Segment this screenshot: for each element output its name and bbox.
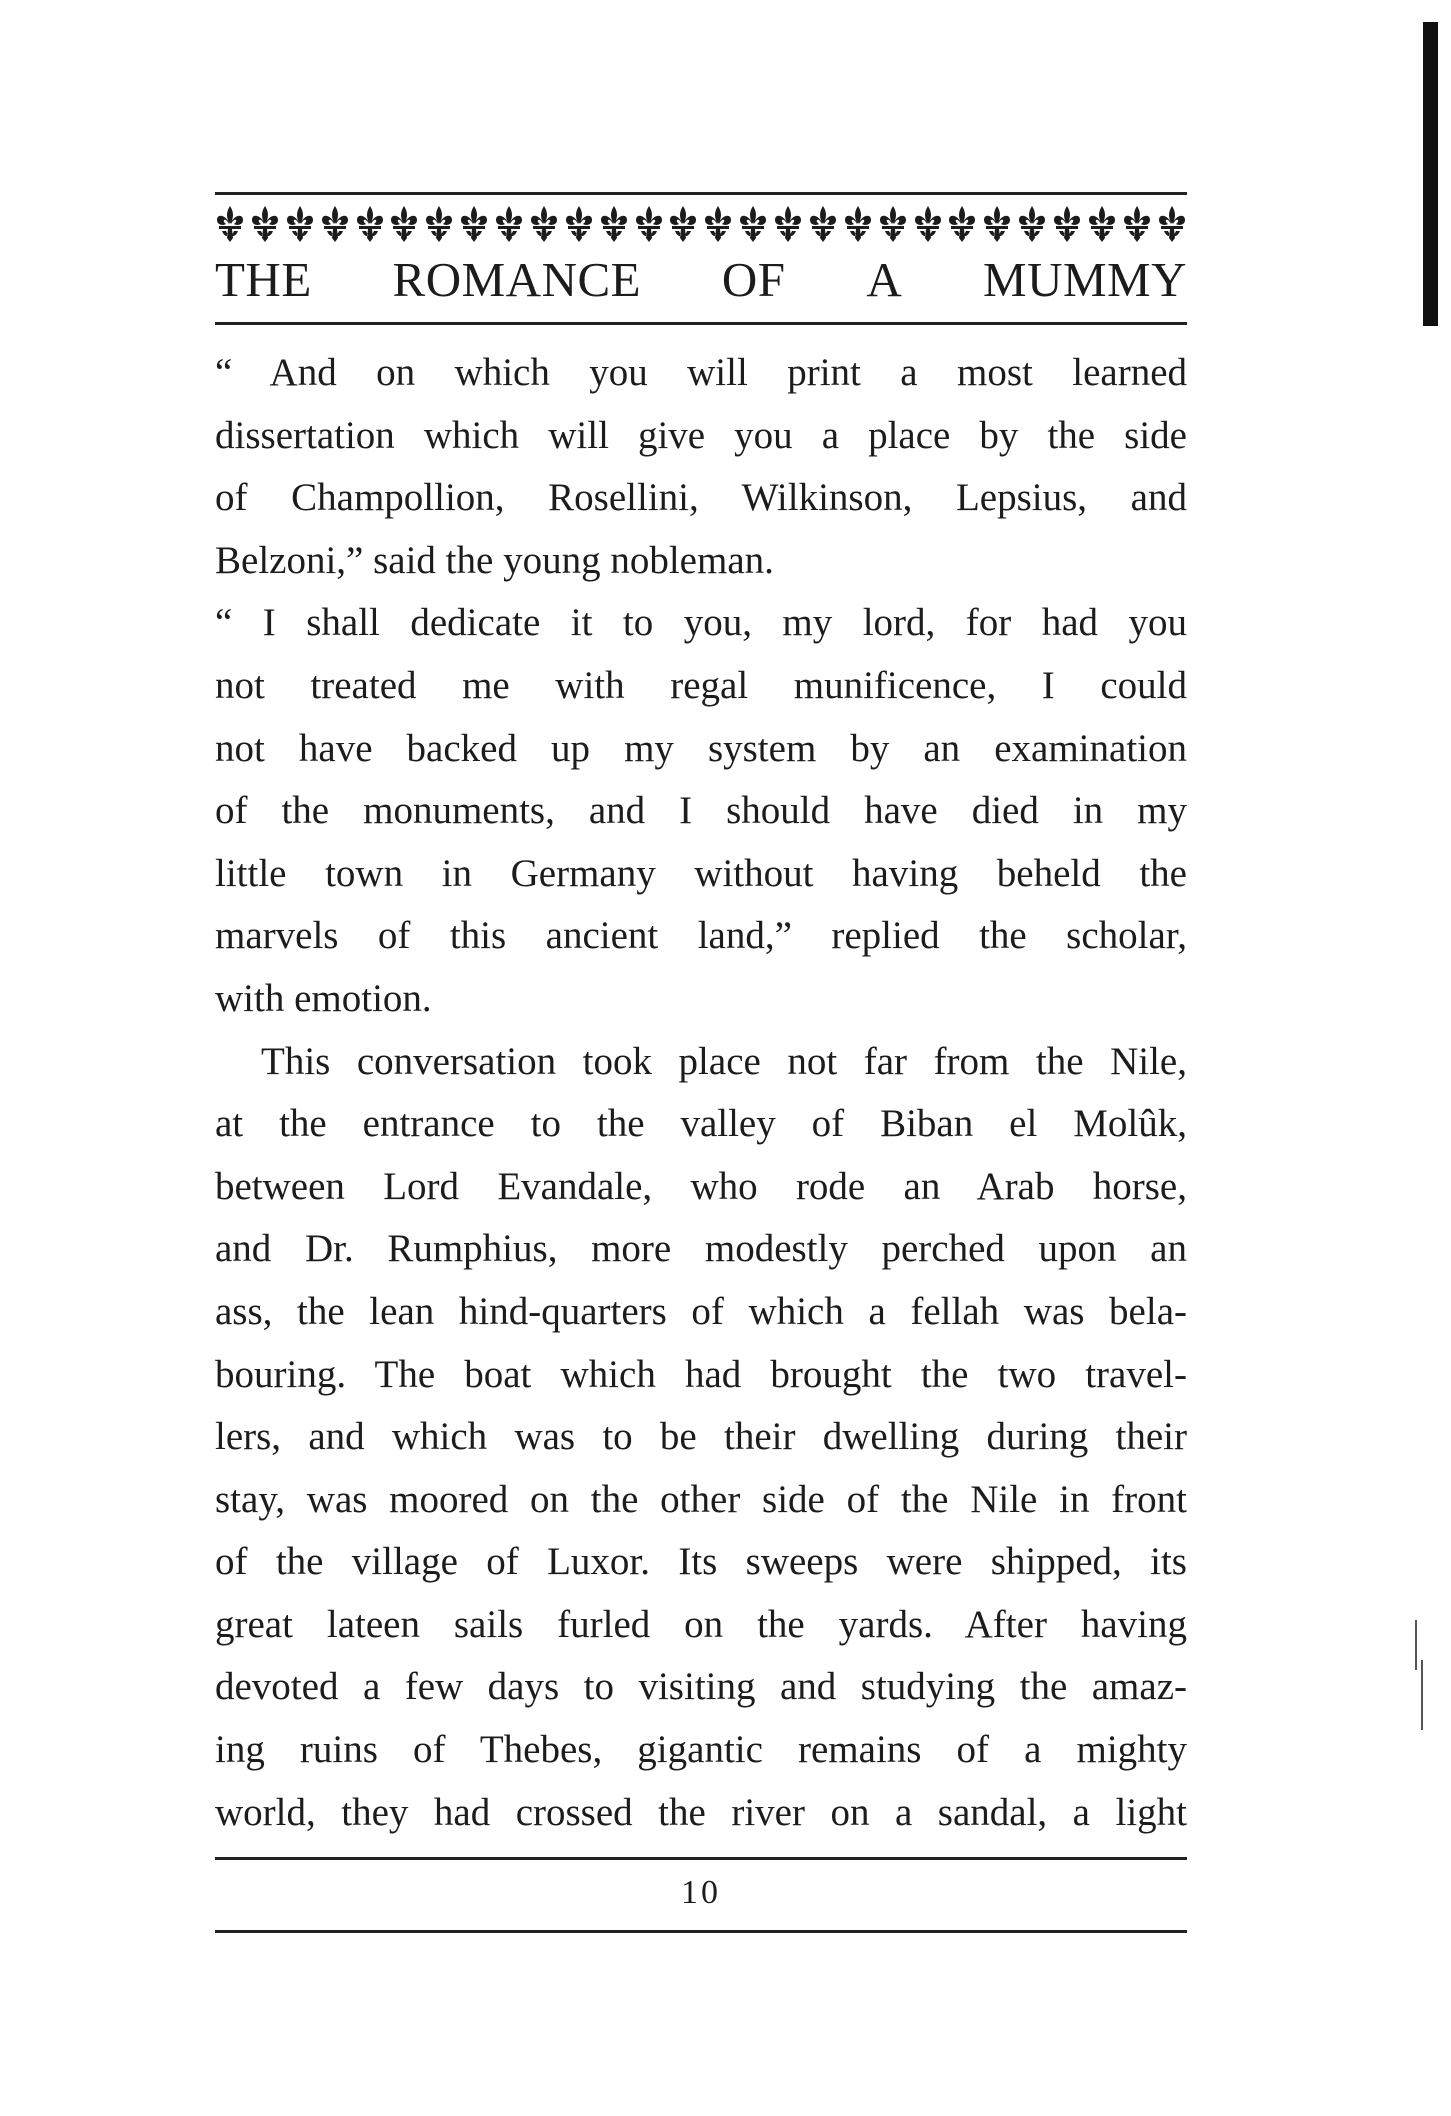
- running-head-word: A: [866, 252, 903, 307]
- fleur-de-lis-icon: [773, 205, 803, 243]
- text-line: little town in Germany without having beheld the: [215, 851, 1187, 895]
- fleur-de-lis-icon: [1052, 205, 1082, 243]
- page-edge-mark: [1421, 1660, 1423, 1730]
- text-line: and Dr. Rumphius, more modestly perched upon an: [215, 1227, 1187, 1271]
- fleur-de-lis-icon: [355, 205, 385, 243]
- text-line: devoted a few days to visiting and studying the amaz-: [215, 1665, 1187, 1709]
- running-head-word: ROMANCE: [392, 252, 642, 307]
- text-line: of the monuments, and I should have died in my: [215, 789, 1187, 833]
- fleur-de-lis-icon: [947, 205, 977, 243]
- fleur-de-lis-icon: [1017, 205, 1047, 243]
- text-line: “ And on which you will print a most learned: [215, 351, 1187, 394]
- fleur-de-lis-icon: [843, 205, 873, 243]
- text-line: great lateen sails furled on the yards. After having: [215, 1602, 1187, 1646]
- paragraph: [215, 342, 1187, 592]
- ornament-band: [215, 202, 1187, 246]
- fleur-de-lis-icon: [1157, 205, 1187, 243]
- fleur-de-lis-icon: [320, 205, 350, 243]
- page-edge-mark: [1415, 1620, 1417, 1670]
- fleur-de-lis-icon: [982, 205, 1012, 243]
- paragraph: [215, 592, 1187, 1030]
- text-line: Belzoni,” said the young nobleman.: [215, 538, 774, 582]
- bottom-rule: [215, 1930, 1187, 1933]
- fleur-de-lis-icon: [564, 205, 594, 243]
- text-line: ing ruins of Thebes, gigantic remains of a mighty: [215, 1728, 1187, 1772]
- text-line: with emotion.: [215, 976, 432, 1020]
- running-head-word: MUMMY: [983, 252, 1187, 307]
- fleur-de-lis-icon: [250, 205, 280, 243]
- fleur-de-lis-icon: [878, 205, 908, 243]
- fleur-de-lis-icon: [494, 205, 524, 243]
- text-line: dissertation which will give you a place by the side: [215, 413, 1187, 457]
- top-rule: [215, 192, 1187, 195]
- page-edge-bar: [1423, 22, 1438, 326]
- fleur-de-lis-icon: [703, 205, 733, 243]
- text-line: of Champollion, Rosellini, Wilkinson, Lepsius, and: [215, 476, 1187, 520]
- fleur-de-lis-icon: [913, 205, 943, 243]
- fleur-de-lis-icon: [459, 205, 489, 243]
- fleur-de-lis-icon: [738, 205, 768, 243]
- text-line: not have backed up my system by an examination: [215, 726, 1187, 770]
- fleur-de-lis-icon: [285, 205, 315, 243]
- running-head: [215, 250, 1187, 310]
- fleur-de-lis-icon: [599, 205, 629, 243]
- fleur-de-lis-icon: [529, 205, 559, 243]
- paragraph: [215, 1031, 1187, 1845]
- running-head-word: THE: [215, 252, 312, 307]
- fleur-de-lis-icon: [808, 205, 838, 243]
- foot-rule: [215, 1857, 1187, 1860]
- text-line: between Lord Evandale, who rode an Arab horse,: [215, 1164, 1187, 1208]
- text-line: world, they had crossed the river on a sandal, a light: [215, 1790, 1187, 1834]
- body-text: [215, 342, 1187, 1844]
- fleur-de-lis-icon: [668, 205, 698, 243]
- text-line: ass, the lean hind-quarters of which a fellah was bela-: [215, 1289, 1187, 1333]
- text-line: at the entrance to the valley of Biban el Molûk,: [215, 1102, 1187, 1146]
- page-number: 10: [681, 1874, 721, 1911]
- head-rule: [215, 322, 1187, 325]
- text-line: lers, and which was to be their dwelling during their: [215, 1415, 1187, 1459]
- text-line: stay, was moored on the other side of the Nile in front: [215, 1477, 1187, 1521]
- fleur-de-lis-icon: [215, 205, 245, 243]
- fleur-de-lis-icon: [389, 205, 419, 243]
- text-line: This conversation took place not far from the Nile,: [261, 1039, 1187, 1083]
- text-line: not treated me with regal munificence, I could: [215, 663, 1187, 707]
- fleur-de-lis-icon: [634, 205, 664, 243]
- fleur-de-lis-icon: [1122, 205, 1152, 243]
- text-line: marvels of this ancient land,” replied the scholar,: [215, 914, 1187, 958]
- running-head-word: OF: [721, 252, 786, 307]
- fleur-de-lis-icon: [1087, 205, 1117, 243]
- text-line: bouring. The boat which had brought the two travel-: [215, 1352, 1187, 1396]
- text-line: “ I shall dedicate it to you, my lord, for had you: [215, 601, 1187, 645]
- fleur-de-lis-icon: [424, 205, 454, 243]
- text-line: of the village of Luxor. Its sweeps were shipped, its: [215, 1540, 1187, 1584]
